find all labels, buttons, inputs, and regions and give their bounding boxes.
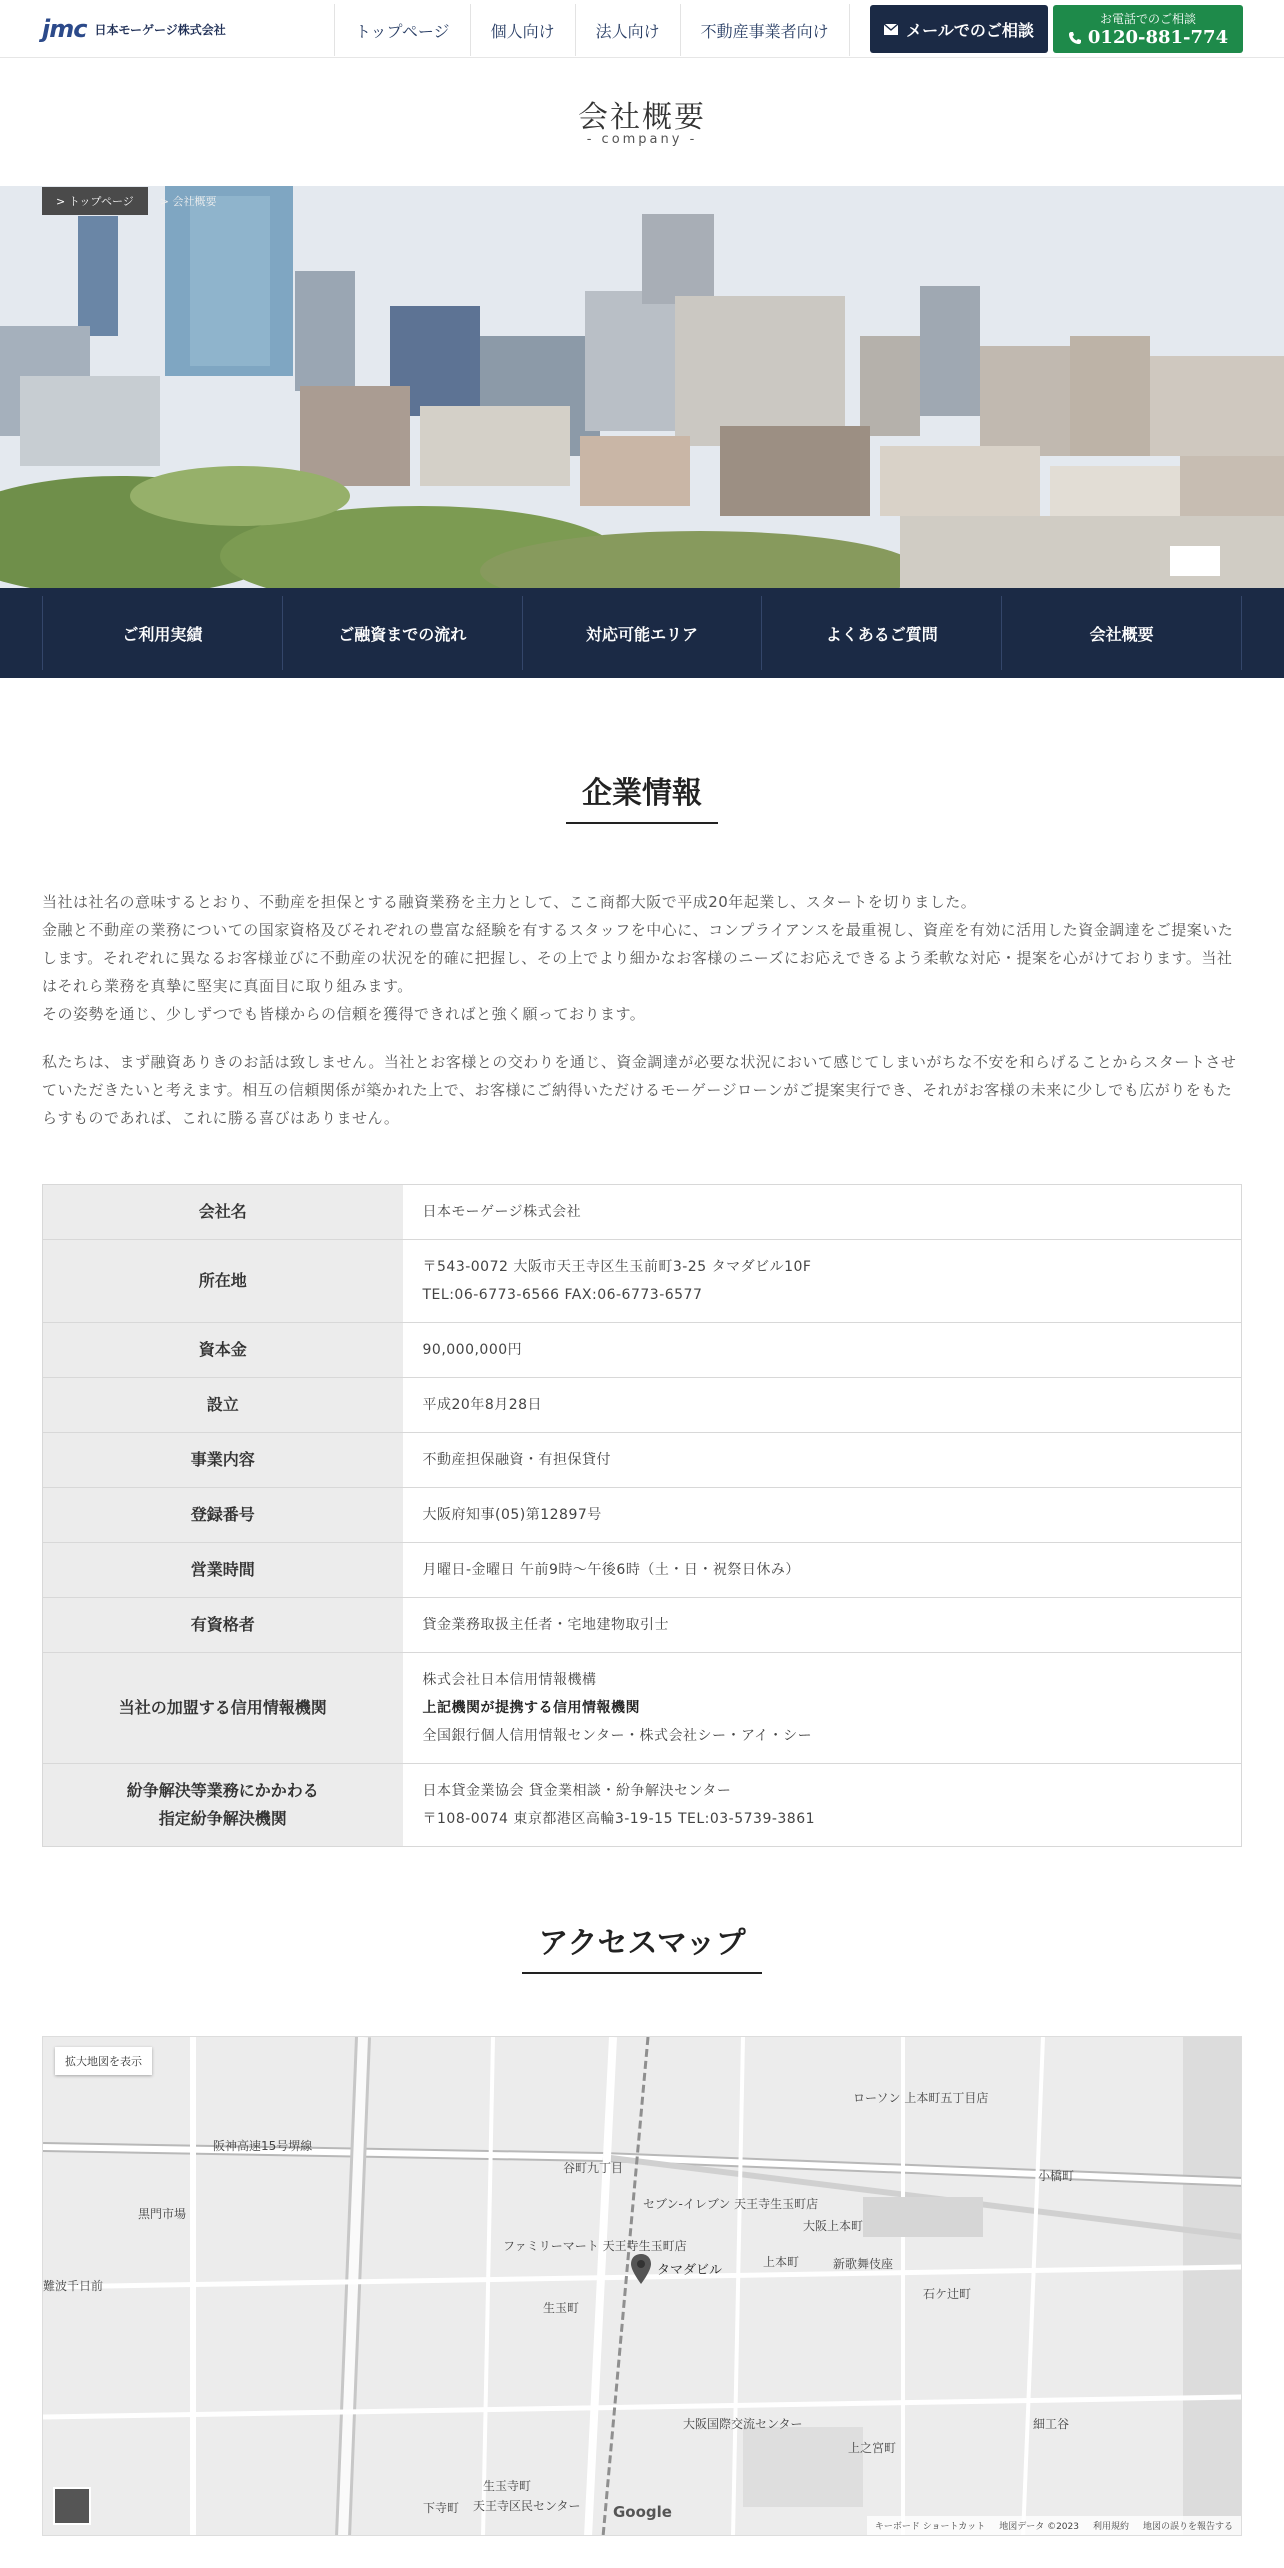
hero-cityscape-image: [0, 186, 1284, 588]
map-label: 生玉寺町: [483, 2479, 532, 2493]
location-pin-icon[interactable]: [630, 2253, 652, 2285]
row-value: 貸金業務取扱主任者・宅地建物取引士: [403, 1598, 1242, 1653]
page-title: 会社概要: [578, 100, 706, 135]
global-nav: [334, 4, 850, 56]
nav-real-estate[interactable]: 不動産事業者向け: [680, 4, 850, 56]
map-footer: [867, 2516, 1241, 2535]
row-label: 会社名: [43, 1185, 403, 1240]
intro-line-3: その姿勢を通じ、少しずつでも皆様からの信頼を獲得できればと強く願っております。: [42, 1005, 646, 1023]
table-row: [43, 1543, 1242, 1598]
row-value: 平成20年8月28日: [403, 1378, 1242, 1433]
map-label: セブン-イレブン 天王寺生玉町店: [643, 2197, 819, 2211]
subnav-area[interactable]: 対応可能エリア: [522, 596, 762, 670]
breadcrumb-current: > 会社概要: [159, 195, 217, 208]
breadcrumb: [42, 186, 228, 216]
map-label: 大阪上本町: [803, 2219, 864, 2233]
table-row: [43, 1433, 1242, 1488]
credit-org-2: 全国銀行個人信用情報センター・株式会社シー・アイ・シー: [422, 1728, 813, 1744]
row-label: 事業内容: [43, 1433, 403, 1488]
intro-paragraph-2: 私たちは、まず融資ありきのお話は致しません。当社とお客様との交わりを通じ、資金調達が必要な状況において感じてしまいがちな不安を和らげることからスタートさせていただきたいと考えます。相互の信頼関係が築かれた上で、お客様にご納得いただけるモーゲージローンがご提案実行でき、それがお客様の未来に少しでも広がりをもたらすものであれば、これに勝る喜びはありません。: [42, 1053, 1237, 1127]
satellite-toggle-thumbnail[interactable]: [53, 2487, 91, 2525]
row-value: [403, 1764, 1242, 1847]
table-row: [43, 1764, 1242, 1847]
nav-personal[interactable]: 個人向け: [470, 4, 575, 56]
row-label: [43, 1764, 403, 1847]
credit-org-subhead: 上記機関が提携する信用情報機関: [422, 1700, 640, 1716]
row-label: 登録番号: [43, 1488, 403, 1543]
map-label: 天王寺区民センター: [473, 2499, 581, 2513]
row-value: 不動産担保融資・有担保貸付: [403, 1433, 1242, 1488]
map-label: 上之宮町: [848, 2441, 897, 2455]
intro-paragraph-1: [42, 888, 1242, 1028]
row-value: 90,000,000円: [403, 1323, 1242, 1378]
map-data-credit: 地図データ ©2023: [999, 2522, 1079, 2532]
row-label: 所在地: [43, 1240, 403, 1323]
map-label: 細工谷: [1033, 2417, 1070, 2431]
row-value: 月曜日-金曜日 午前9時～午後6時（土・日・祝祭日休み）: [403, 1543, 1242, 1598]
row-value: [403, 1240, 1242, 1323]
logo-text: 日本モーゲージ株式会社: [94, 22, 226, 37]
map-label: 石ケ辻町: [923, 2287, 972, 2301]
map-label: ローソン 上本町五丁目店: [853, 2091, 989, 2105]
tel-consult-button[interactable]: [1053, 5, 1243, 53]
table-row: [43, 1653, 1242, 1764]
tel-consult-label: お電話でのご相談: [1099, 12, 1196, 26]
map-label: 谷町九丁目: [563, 2161, 624, 2175]
nav-top[interactable]: トップページ: [334, 4, 470, 56]
google-logo: Google: [613, 2503, 672, 2521]
google-map[interactable]: [42, 2036, 1242, 2536]
intro-line-1: 当社は社名の意味するとおり、不動産を担保とする融資業務を主力として、ここ商都大阪で平成20年起業し、スタートを切りました。: [42, 893, 977, 911]
table-row: [43, 1378, 1242, 1433]
keyboard-shortcuts-link[interactable]: キーボード ショートカット: [874, 2522, 986, 2532]
row-label: 営業時間: [43, 1543, 403, 1598]
tel-number: [1068, 27, 1228, 48]
dispute-address: 〒108-0074 東京都港区高輪3-19-15 TEL:03-5739-3861: [422, 1811, 816, 1827]
logo-mark: jmc: [42, 15, 87, 43]
sub-nav: [0, 588, 1284, 678]
page-subtitle: - company -: [586, 132, 698, 147]
map-label: 阪神高速15号堺線: [213, 2139, 313, 2153]
row-value: 日本モーゲージ株式会社: [403, 1185, 1242, 1240]
map-label: 下寺町: [423, 2501, 460, 2515]
row-label: 当社の加盟する信用情報機関: [43, 1653, 403, 1764]
map-label: 新歌舞伎座: [833, 2257, 894, 2271]
row-label: 資本金: [43, 1323, 403, 1378]
subnav-flow[interactable]: ご融資までの流れ: [282, 596, 522, 670]
table-row: [43, 1598, 1242, 1653]
subnav-results[interactable]: ご利用実績: [42, 596, 282, 670]
access-map-heading-text: アクセスマップ: [522, 1918, 761, 1974]
map-label: ファミリーマート 天王寺生玉町店: [503, 2239, 687, 2253]
access-map-heading: [0, 1918, 1284, 1974]
row-value: [403, 1653, 1242, 1764]
site-header: [0, 0, 1284, 58]
mail-icon: [884, 24, 898, 35]
address-text: 〒543-0072 大阪市天王寺区生玉前町3-25 タマダビル10F: [422, 1259, 812, 1275]
dispute-label-2: 指定紛争解決機関: [158, 1809, 287, 1828]
marker-label: タマダビル: [657, 2263, 723, 2278]
mail-consult-button[interactable]: [870, 5, 1048, 53]
site-logo[interactable]: [42, 14, 226, 44]
table-row: [43, 1185, 1242, 1240]
dispute-org: 日本貸金業協会 貸金業相談・紛争解決センター: [422, 1783, 732, 1799]
mail-consult-label: メールでのご相談: [906, 20, 1034, 40]
phone-icon: [1068, 31, 1082, 45]
map-label: 生玉町: [543, 2301, 580, 2315]
cityscape-illustration: [0, 186, 1284, 588]
dispute-label-1: 紛争解決等業務にかかわる: [126, 1781, 319, 1800]
intro-line-2: 金融と不動産の業務についての国家資格及びそれぞれの豊富な経験を有するスタッフを中心に、コンプライアンスを最重視し、資産を有効に活用した資金調達をご提案いたします。それぞれに異なるお客様並びに不動産の状況を的確に把握し、その上でより細かなお客様のニーズにお応えできるよう柔軟な対応・提案を心がけております。当社はそれら業務を真摯に堅実に真面目に取り組みます。: [42, 921, 1234, 995]
tel-number-text: 0120-881-774: [1087, 27, 1229, 48]
subnav-company[interactable]: 会社概要: [1001, 596, 1242, 670]
subnav-faq[interactable]: よくあるご質問: [761, 596, 1001, 670]
map-label: 上本町: [763, 2255, 800, 2269]
map-label: 大阪国際交流センター: [683, 2417, 803, 2431]
table-row: [43, 1488, 1242, 1543]
map-label: 難波千日前: [43, 2279, 104, 2293]
tel-fax-text: TEL:06-6773-6566 FAX:06-6773-6577: [422, 1287, 703, 1303]
company-info-heading: [0, 768, 1284, 824]
row-value: 大阪府知事(05)第12897号: [403, 1488, 1242, 1543]
nav-corporate[interactable]: 法人向け: [575, 4, 680, 56]
map-roads: [43, 2037, 1242, 2536]
expand-map-button[interactable]: 拡大地図を表示: [55, 2047, 152, 2075]
company-info-heading-text: 企業情報: [566, 768, 718, 824]
row-label: 有資格者: [43, 1598, 403, 1653]
table-row: [43, 1240, 1242, 1323]
report-error-link[interactable]: 地図の誤りを報告する: [1142, 2522, 1233, 2532]
terms-link[interactable]: 利用規約: [1092, 2522, 1129, 2532]
map-label: 小橋町: [1038, 2169, 1075, 2183]
table-row: [43, 1323, 1242, 1378]
breadcrumb-home-link[interactable]: > トップページ: [42, 187, 148, 215]
map-label: 黒門市場: [138, 2207, 187, 2221]
credit-org-1: 株式会社日本信用情報機構: [422, 1672, 597, 1688]
row-label: 設立: [43, 1378, 403, 1433]
company-info-table: [42, 1184, 1242, 1847]
